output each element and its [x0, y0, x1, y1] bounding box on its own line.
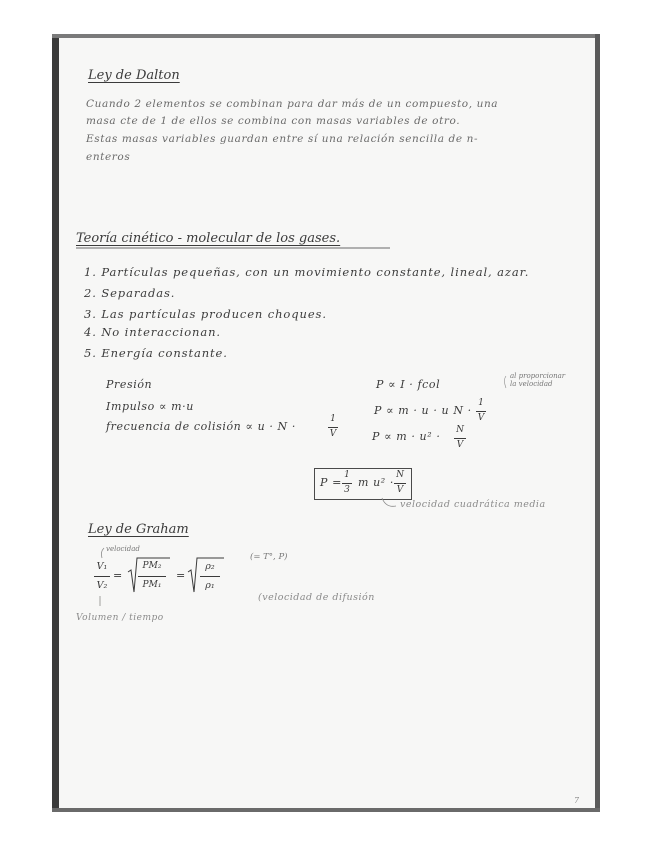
eq-p-mu2: P ∝ m · u² · — [372, 430, 441, 443]
boxed-note: velocidad cuadrática media — [400, 499, 546, 510]
dalton-line-4: enteros — [86, 151, 131, 163]
graham-velocidad-arrow — [101, 548, 104, 558]
teoria-item-3: 3. Las partículas producen choques. — [84, 307, 327, 321]
graham-eq-1: = — [113, 569, 123, 582]
graham-v-num: V₁ — [96, 561, 108, 572]
eq-impulso: Impulso ∝ m·u — [106, 400, 194, 413]
dalton-line-1: Cuando 2 elementos se combinan para dar más de un compuesto, una — [86, 98, 499, 110]
boxed-frac-den: 3 — [344, 485, 350, 495]
graham-rho-den: ρ₁ — [205, 580, 215, 591]
graham-eq-2: = — [176, 569, 186, 582]
graham-sqrt-2 — [188, 558, 224, 592]
graham-pm-den: PM₁ — [142, 580, 162, 590]
boxed-nv-num: N — [396, 470, 404, 480]
graham-v-den: V₂ — [96, 580, 108, 591]
frac-1v-den-2: V — [477, 413, 485, 423]
frac-nv-num: N — [456, 425, 464, 435]
graham-pm-num: PM₂ — [142, 561, 162, 571]
side-note-1: al proporcionar — [510, 372, 566, 380]
frac-1v-num-2: 1 — [478, 398, 484, 408]
boxed-mid: m u² · — [358, 476, 395, 489]
eq-presion: Presión — [106, 378, 153, 391]
side-note-bracket — [505, 376, 507, 388]
frac-nv-den: V — [456, 440, 464, 450]
boxed-frac-num: 1 — [344, 470, 350, 480]
teoria-item-4: 4. No interaccionan. — [84, 325, 221, 339]
side-note-2: la velocidad — [510, 380, 553, 388]
boxed-note-arrow — [382, 498, 396, 506]
graham-title: Ley de Graham — [88, 522, 189, 537]
eq-frecuencia: frecuencia de colisión ∝ u · N · — [106, 420, 296, 433]
graham-difusion-label: (velocidad de difusión — [258, 592, 375, 603]
dalton-line-3: Estas masas variables guardan entre sí una relación sencilla de n- — [86, 133, 479, 145]
dalton-title: Ley de Dalton — [88, 68, 180, 83]
eq-p-muun: P ∝ m · u · u N · — [374, 404, 472, 417]
dalton-line-2: masa cte de 1 de ellos se combina con masas variables de otro. — [86, 115, 461, 127]
graham-sqrt-1 — [128, 558, 170, 592]
boxed-lhs: P = — [320, 476, 342, 489]
teoria-item-5: 5. Energía constante. — [84, 346, 228, 360]
eq-p-ifcol: P ∝ I · fcol — [376, 378, 441, 391]
frac-1v-den: V — [329, 429, 337, 439]
teoria-title: Teoría cinético - molecular de los gases. — [76, 231, 341, 246]
graham-volumen-label: Volumen / tiempo — [76, 613, 164, 623]
graham-rho-num: ρ₂ — [205, 561, 215, 572]
graham-velocidad-label: velocidad — [106, 545, 140, 553]
teoria-item-2: 2. Separadas. — [84, 286, 176, 300]
frac-1v-num: 1 — [330, 414, 336, 424]
graham-conditions: (= T°, P) — [250, 552, 288, 562]
page-number: 7 — [574, 796, 580, 805]
boxed-nv-den: V — [396, 485, 404, 495]
teoria-item-1: 1. Partículas pequeñas, con un movimiento constante, lineal, azar. — [84, 265, 530, 279]
